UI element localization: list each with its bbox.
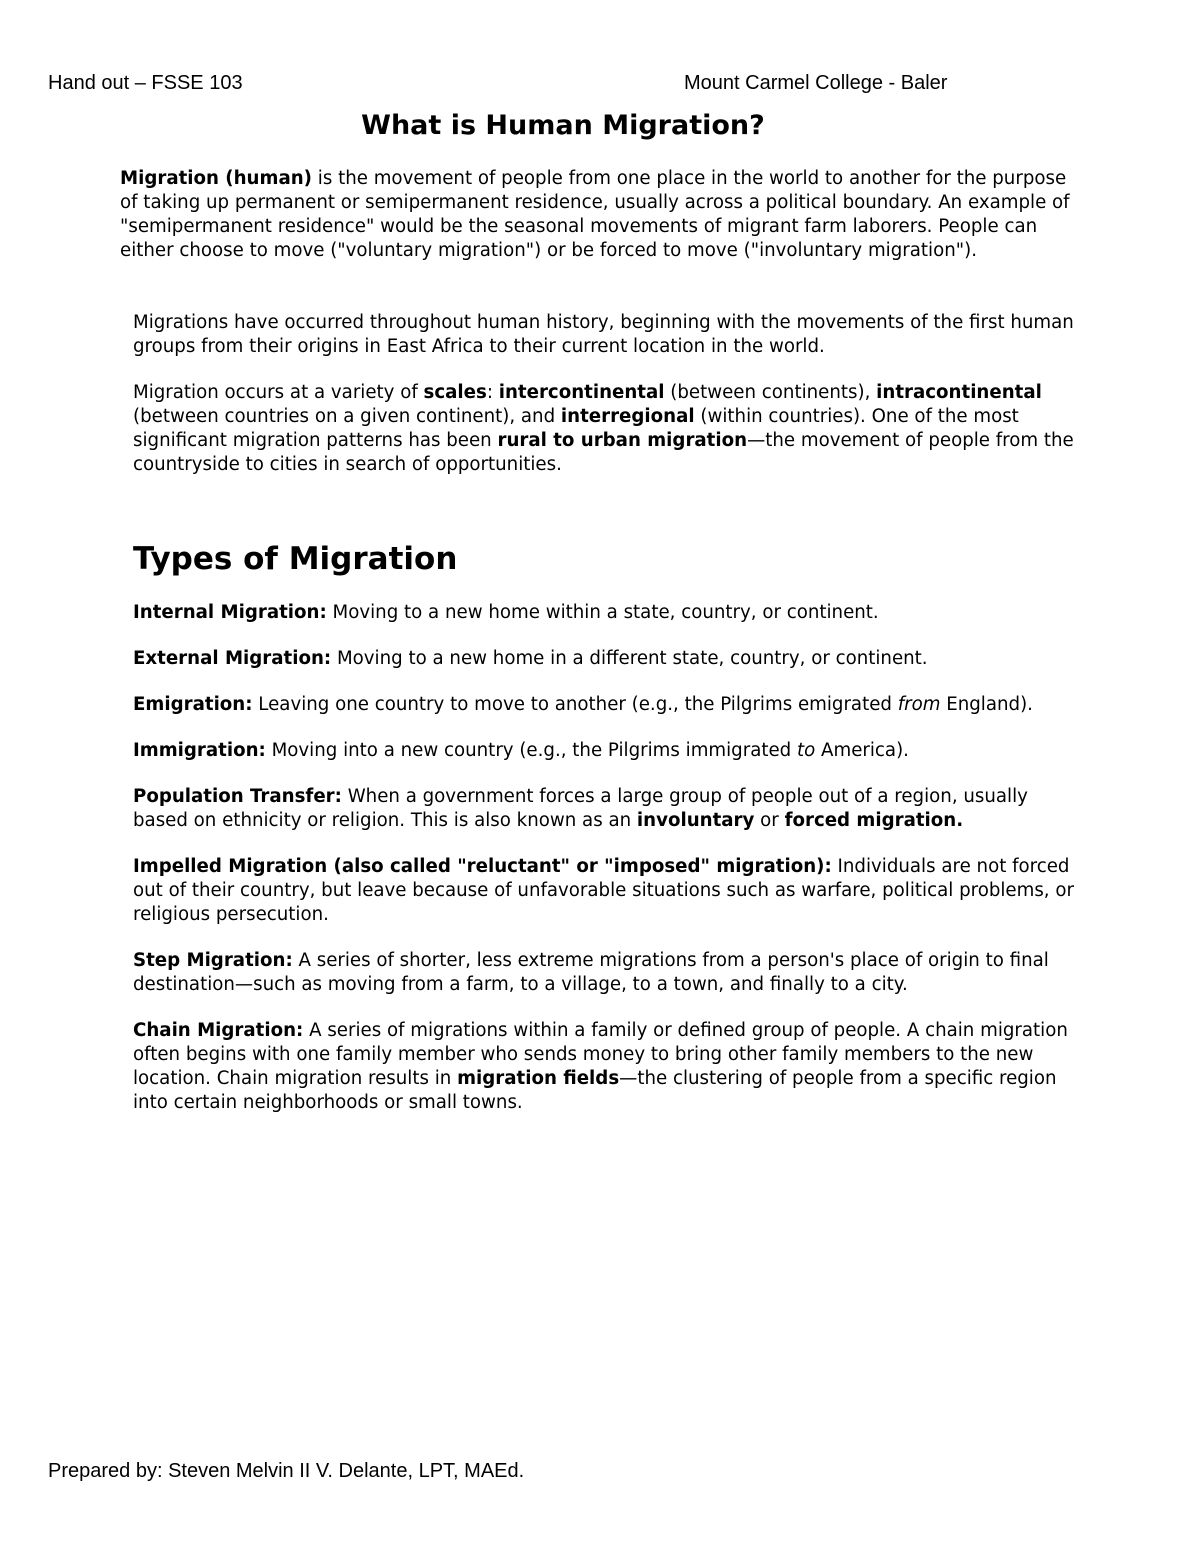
header-course: Hand out – FSSE 103 <box>48 72 243 94</box>
involuntary-term: involuntary <box>636 810 755 831</box>
intercontinental-term: intercontinental <box>498 382 665 403</box>
type-immigration-text-1: Moving into a new country (e.g., the Pilgrims immigrated <box>265 740 797 761</box>
scales-text-6: —the movement of people from the countryside to cities in search of opportunities. <box>133 430 1074 475</box>
type-step-term: Step Migration: <box>133 950 293 971</box>
type-chain-text-2: —the clustering of people from a specific region into certain neighborhoods or small towns. <box>133 1068 1057 1113</box>
type-population-transfer-text-2: or <box>754 810 785 831</box>
scales-text-2: : <box>486 382 499 403</box>
type-external <box>133 647 1083 671</box>
type-immigration <box>133 739 1083 763</box>
type-emigration-term: Emigration: <box>133 694 253 715</box>
interregional-term: interregional <box>560 406 695 427</box>
type-internal-text: Moving to a new home within a state, country, or continent. <box>326 602 879 623</box>
type-immigration-text-2: America). <box>815 740 909 761</box>
type-internal-term: Internal Migration: <box>133 602 327 623</box>
history-paragraph: Migrations have occurred throughout human history, beginning with the movements of the first human groups from their origins in East Africa to their current location in the world. <box>133 312 1074 357</box>
intro-term: Migration (human) <box>120 168 312 189</box>
type-population-transfer-text-1: When a government forces a large group of people out of a region, usually based on ethnicity or religion. This is also known as an <box>133 786 1028 831</box>
type-impelled-term: Impelled Migration (also called "reluctant" or "imposed" migration): <box>133 856 832 877</box>
types-heading: Types of Migration <box>133 541 458 577</box>
scales-text-4: (between countries on a given continent), and <box>133 406 561 427</box>
type-emigration-text-2: England). <box>940 694 1033 715</box>
type-population-transfer-term: Population Transfer: <box>133 786 342 807</box>
type-emigration-text-1: Leaving one country to move to another (e.g., the Pilgrims emigrated <box>252 694 898 715</box>
scales-term: scales <box>423 382 487 403</box>
types-list <box>133 601 1083 1137</box>
scales-text-5: (within countries). One of the most significant migration patterns has been <box>133 406 1019 451</box>
type-chain-text-1: A series of migrations within a family or defined group of people. A chain migration often begins with one family member who sends money to bring other family members to the new location. Chain migration results in <box>133 1020 1068 1089</box>
intro-paragraph <box>120 167 1080 263</box>
type-external-text: Moving to a new home in a different state, country, or continent. <box>331 648 928 669</box>
migration-fields-term: migration fields <box>457 1068 620 1089</box>
type-step <box>133 949 1083 997</box>
type-chain <box>133 1019 1083 1115</box>
type-population-transfer <box>133 785 1083 833</box>
type-emigration-emphasis: from <box>897 694 941 715</box>
header-school: Mount Carmel College - Baler <box>684 72 948 94</box>
type-chain-term: Chain Migration: <box>133 1020 304 1041</box>
type-internal <box>133 601 1083 625</box>
forced-migration-term: forced migration. <box>784 810 964 831</box>
page-title: What is Human Migration? <box>361 110 765 141</box>
type-step-text: A series of shorter, less extreme migrations from a person's place of origin to final destination—such as moving from a farm, to a village, to a town, and finally to a city. <box>133 950 1049 995</box>
scales-paragraph <box>133 381 1083 477</box>
rural-urban-term: rural to urban migration <box>497 430 748 451</box>
intracontinental-term: intracontinental <box>876 382 1042 403</box>
type-impelled-text: Individuals are not forced out of their country, but leave because of unfavorable situations such as warfare, political problems, or religious persecution. <box>133 856 1074 925</box>
type-immigration-term: Immigration: <box>133 740 266 761</box>
type-emigration <box>133 693 1083 717</box>
type-immigration-emphasis: to <box>797 740 816 761</box>
footer-prepared-by: Prepared by: Steven Melvin II V. Delante, LPT, MAEd. <box>48 1460 525 1482</box>
scales-text-1: Migration occurs at a variety of <box>133 382 424 403</box>
type-external-term: External Migration: <box>133 648 332 669</box>
intro-text: is the movement of people from one place in the world to another for the purpose of taking up permanent or semipermanent residence, usually across a political boundary. An example of "semipermanent residence" would be the seasonal movements of migrant farm laborers. People can either choose to move ("voluntary migration") or be forced to move ("involuntary migration"). <box>120 168 1070 261</box>
scales-text-3: (between continents), <box>664 382 877 403</box>
type-impelled <box>133 855 1083 927</box>
